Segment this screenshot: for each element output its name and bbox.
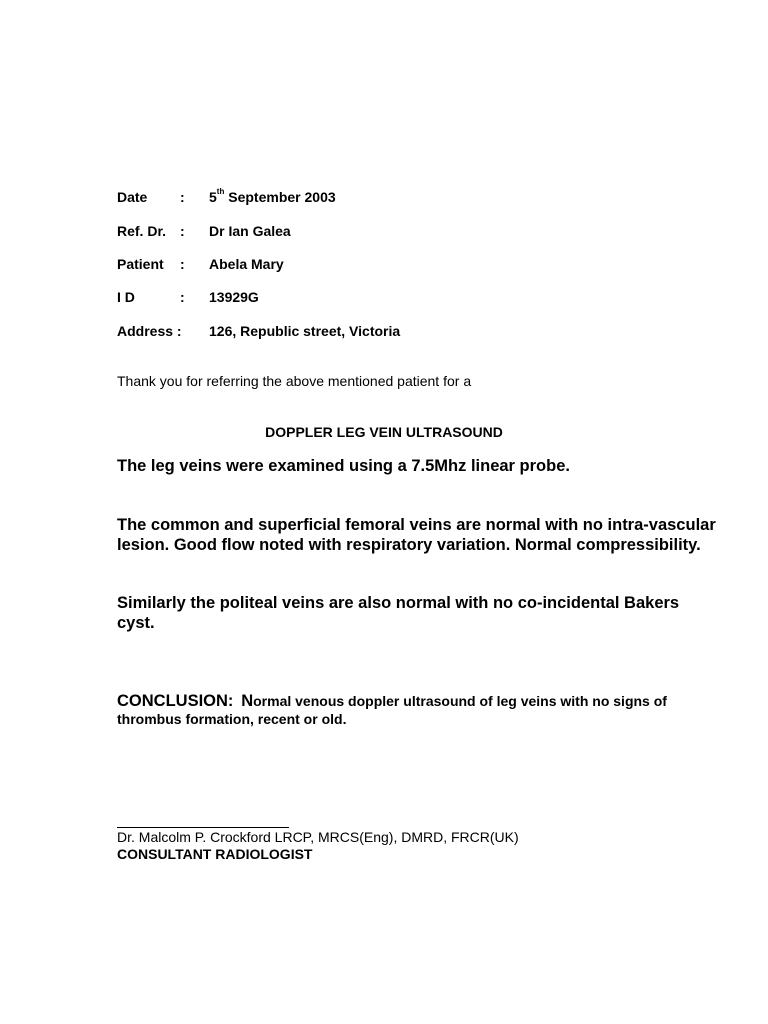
id-colon: : <box>180 289 185 305</box>
finding-politeal-veins: Similarly the politeal veins are also normal with no co-incidental Bakers cyst. <box>117 594 680 632</box>
conclusion-text: ormal venous doppler ultrasound of leg veins with no signs of thrombus formation, recent or old. <box>117 693 667 727</box>
conclusion-label: CONCLUSION: <box>117 692 234 710</box>
date-value <box>209 188 336 206</box>
finding-femoral-veins: The common and superficial femoral veins are normal with no intra-vascular lesion. Good flow noted with respiratory variation. Normal compressibility. <box>117 516 716 554</box>
date-month-year: September 2003 <box>224 189 336 205</box>
date-colon: : <box>180 189 185 205</box>
referral-intro: Thank you for referring the above mentioned patient for a <box>117 373 472 389</box>
date-label: Date <box>117 189 148 205</box>
patient-value: Abela Mary <box>209 256 284 272</box>
date-day-suffix: th <box>216 187 225 197</box>
patient-label: Patient <box>117 256 164 272</box>
conclusion-first-letter: N <box>241 692 254 710</box>
address-value: 126, Republic street, Victoria <box>209 323 401 339</box>
ref-dr-value: Dr Ian Galea <box>209 223 291 239</box>
id-value: 13929G <box>209 289 259 305</box>
patient-colon: : <box>180 256 185 272</box>
ref-dr-label: Ref. Dr. <box>117 223 167 239</box>
finding-probe: The leg veins were examined using a 7.5Mhz linear probe. <box>117 457 570 475</box>
ref-dr-colon: : <box>180 223 185 239</box>
signature-name: Dr. Malcolm P. Crockford LRCP, MRCS(Eng), DMRD, FRCR(UK) <box>117 829 519 845</box>
id-label: I D <box>117 289 135 305</box>
address-label: Address : <box>117 323 182 339</box>
signature-title: CONSULTANT RADIOLOGIST <box>117 846 313 862</box>
signature-line <box>117 827 289 828</box>
conclusion <box>117 692 717 728</box>
date-day: 5 <box>209 189 217 205</box>
exam-title: DOPPLER LEG VEIN ULTRASOUND <box>265 424 503 440</box>
